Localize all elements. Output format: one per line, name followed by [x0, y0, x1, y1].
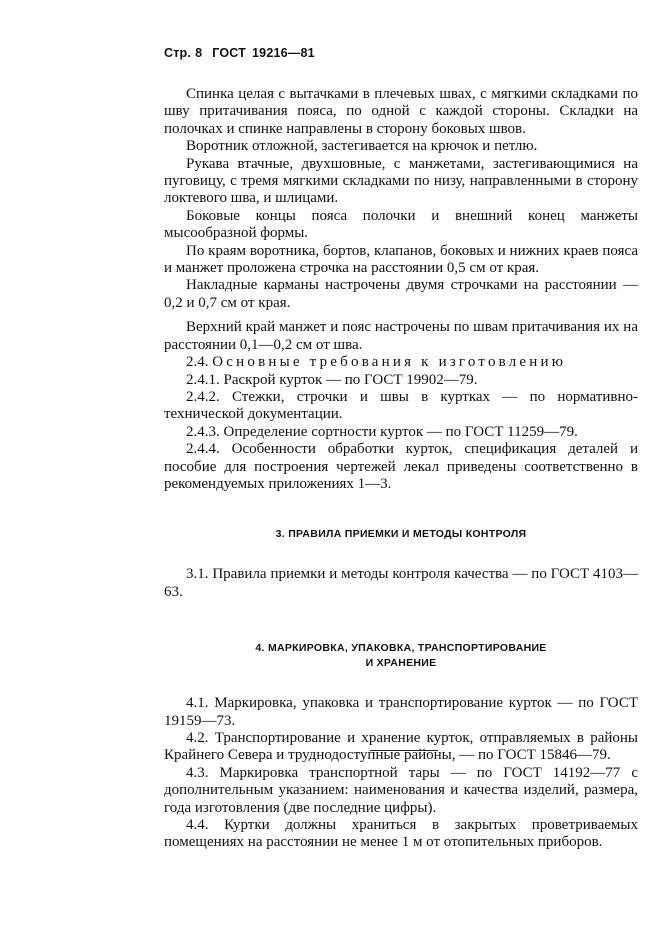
paragraph: Воротник отложной, застегивается на крючок и петлю. — [186, 138, 538, 155]
section-2-4-number: 2.4. — [186, 354, 209, 371]
list-item: 2.4.2. Стежки, строчки и швы в куртках — по нормативно-технической документации. — [164, 388, 638, 423]
end-divider — [370, 750, 438, 751]
page-number: 8 — [195, 46, 203, 60]
list-item: 3.1. Правила приемки и методы контроля качества — по ГОСТ 4103—63. — [164, 566, 638, 600]
section-4-title-line2: И ХРАНЕНИЕ — [365, 657, 437, 670]
paragraph: Боковые концы пояса полочки и внешний конец манжеты мысообразной формы. — [164, 207, 638, 242]
list-item: 2.4.4. Особенности обработки курток, спецификация деталей и пособие для построения чертежей лекал приведены соответственно в рекомендуемых приложениях 1—3. — [164, 441, 638, 492]
list-item: 4.3. Маркировка транспортной тары — по ГОСТ 14192—77 с дополнительным указанием: наименования и качества изделий, размера, года изготовления (две последние цифры). — [164, 764, 638, 816]
section-3-heading: 3. ПРАВИЛА ПРИЕМКИ И МЕТОДЫ КОНТРОЛЯ — [275, 528, 527, 541]
list-item: 2.4.1. Раскрой курток — по ГОСТ 19902—79. — [186, 371, 478, 388]
page-label: Стр. — [164, 46, 192, 60]
paragraph: Верхний край манжет и пояс настрочены по швам притачивания их на расстоянии 0,1—0,2 см от шва. — [164, 319, 638, 353]
standard-label: ГОСТ — [212, 46, 247, 60]
section-2-4-title: Основные требования к изготовлению — [212, 354, 567, 371]
paragraph: Рукава втачные, двухшовные, с манжетами, застегивающимися на пуговицу, с тремя мягкими складками по низу, направленными в сторону локтевого шва, и шлицами. — [164, 155, 638, 207]
page-header — [164, 46, 315, 60]
section-4-title-line1: 4. МАРКИРОВКА, УПАКОВКА, ТРАНСПОРТИРОВАНИЕ — [255, 642, 547, 655]
list-item: 4.4. Куртки должны храниться в закрытых проветриваемых помещениях на расстоянии не менее 1 м от отопительных приборов. — [164, 817, 638, 851]
paragraph: По краям воротника, бортов, клапанов, боковых и нижних краев пояса и манжет проложена строчка на расстоянии 0,5 см от края. — [164, 242, 638, 277]
list-item: 2.4.3. Определение сортности курток — по ГОСТ 11259—79. — [186, 423, 578, 440]
paragraph: Накладные карманы настрочены двумя строчками на расстоянии — 0,2 и 0,7 см от края. — [164, 277, 638, 311]
standard-number: 19216—81 — [252, 46, 315, 60]
list-item: 4.2. Транспортирование и хранение курток, отправляемых в районы Крайнего Севера и труднодоступные районы, — по ГОСТ 15846—79. — [164, 729, 638, 764]
section-4-heading — [164, 641, 638, 671]
paragraph: Спинка целая с вытачками в плечевых швах, с мягкими складками по шву притачивания пояса, по одной с каждой стороны. Складки на полочках и спинке направлены в сторону боковых швов. — [164, 86, 638, 137]
list-item: 4.1. Маркировка, упаковка и транспортирование курток — по ГОСТ 19159—73. — [164, 695, 638, 729]
document-body — [164, 86, 638, 852]
section-2-4-heading — [164, 354, 638, 371]
